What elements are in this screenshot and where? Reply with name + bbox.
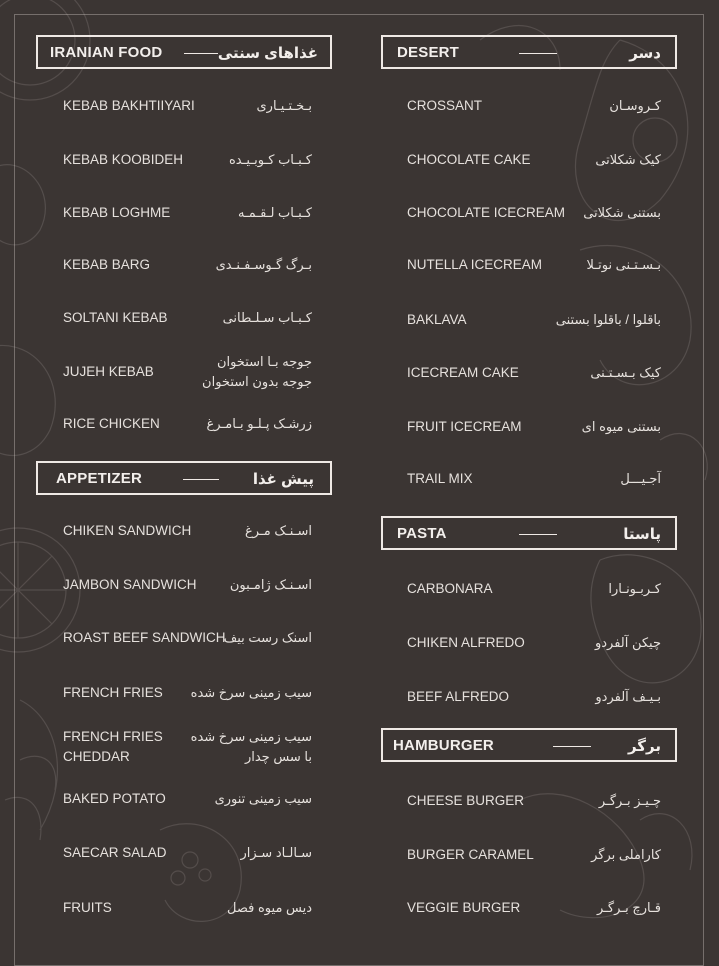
item-name-fa: کیک شکلاتی — [595, 152, 661, 167]
item-name-fa: اسـنـک مـرغ — [245, 523, 312, 538]
section-title-en: IRANIAN FOOD — [50, 44, 163, 61]
item-name-fa: بـسـتـنی نوتـلا — [586, 257, 661, 272]
header-dash — [184, 53, 218, 54]
item-name-en: VEGGIE BURGER — [407, 900, 521, 915]
item-name-en: RICE CHICKEN — [63, 416, 160, 431]
item-name-en: KEBAB BAKHTIIYARI — [63, 98, 195, 113]
item-name-fa: بـخـتـیـاری — [256, 98, 312, 113]
section-header-pasta — [381, 516, 677, 550]
item-name-fa: کیک بـسـتـنی — [590, 365, 661, 380]
item-name-fa: بستنی میوه ای — [581, 419, 661, 434]
section-header-iranian-food — [36, 35, 332, 69]
item-name-fa: کـبـاب کـوبـیـده — [228, 152, 312, 167]
item-name-en: CHOCOLATE CAKE — [407, 152, 531, 167]
item-name-fa: سیب زمینی تنوری — [214, 791, 312, 806]
item-name-en-line2: CHEDDAR — [63, 749, 130, 764]
item-name-fa: آجـیـــل — [620, 471, 661, 486]
item-name-en: FRUITS — [63, 900, 112, 915]
item-name-en: SAECAR SALAD — [63, 845, 167, 860]
item-name-en: KEBAB LOGHME — [63, 205, 171, 220]
item-name-en: ROAST BEEF SANDWICH — [63, 630, 226, 645]
item-name-en: CHEESE BURGER — [407, 793, 525, 808]
item-name-fa: کـبـاب لـقـمـه — [238, 205, 312, 220]
item-name-fa: دیس میوه فصل — [227, 900, 312, 915]
section-title-en: PASTA — [397, 525, 447, 542]
header-dash — [553, 746, 591, 747]
item-name-en: JAMBON SANDWICH — [63, 577, 197, 592]
item-name-fa: اسـنـک ژامـبون — [229, 577, 312, 592]
section-title-en: HAMBURGER — [393, 737, 494, 754]
item-name-fa: بـیـف آلفردو — [595, 689, 661, 704]
item-name-fa: بـرگ گـوسـفـنـدی — [215, 257, 312, 272]
section-title-en: APPETIZER — [56, 470, 142, 487]
item-name-fa: چیکن آلفردو — [594, 635, 661, 650]
item-name-en: JUJEH KEBAB — [63, 364, 154, 379]
item-name-en: SOLTANI KEBAB — [63, 310, 168, 325]
section-title-en: DESERT — [397, 44, 460, 61]
section-header-hamburger — [381, 728, 677, 762]
item-name-fa-line2: با سس چدار — [244, 749, 312, 764]
item-name-en: CHIKEN ALFREDO — [407, 635, 525, 650]
item-name-en: BAKLAVA — [407, 312, 467, 327]
section-title-fa: پاستا — [623, 526, 661, 543]
item-name-fa: کـربـونـارا — [608, 581, 661, 596]
item-name-fa-line2: جوجه بدون استخوان — [202, 374, 312, 389]
section-header-appetizer — [36, 461, 332, 495]
item-name-en: ICECREAM CAKE — [407, 365, 519, 380]
item-name-fa: بستنی شکلاتی — [583, 205, 661, 220]
header-dash — [519, 534, 557, 535]
item-name-fa: زرشـک پـلـو بـامـرغ — [206, 416, 312, 431]
header-dash — [183, 479, 219, 480]
item-name-fa: کـروسـان — [609, 98, 661, 113]
item-name-fa: اسنک رست بیف — [223, 630, 312, 645]
item-name-en: CROSSANT — [407, 98, 483, 113]
item-name-en: KEBAB KOOBIDEH — [63, 152, 184, 167]
section-title-fa: برگر — [627, 738, 661, 755]
section-title-fa: پیش غذا — [252, 471, 314, 488]
item-name-en: CHIKEN SANDWICH — [63, 523, 192, 538]
item-name-en: FRUIT ICECREAM — [407, 419, 522, 434]
item-name-fa: باقلوا / باقلوا بستنی — [555, 312, 661, 327]
item-name-fa: کاراملی برگر — [591, 847, 661, 862]
section-header-desert — [381, 35, 677, 69]
header-dash — [519, 53, 557, 54]
item-name-en: TRAIL MIX — [407, 471, 473, 486]
item-name-fa: سـالـاد سـزار — [240, 845, 312, 860]
item-name-fa: چـیـز بـرگـر — [598, 793, 661, 808]
item-name-fa: سیب زمینی سرخ شده — [190, 729, 312, 744]
item-name-fa: سیب زمینی سرخ شده — [190, 685, 312, 700]
item-name-fa: کـبـاب سـلـطانی — [222, 310, 312, 325]
item-name-en: KEBAB BARG — [63, 257, 151, 272]
item-name-fa: قـارچ بـرگـر — [596, 900, 661, 915]
item-name-fa: جوجه بـا استخوان — [216, 354, 312, 369]
section-title-fa: دسر — [629, 45, 661, 62]
item-name-en: BURGER CARAMEL — [407, 847, 534, 862]
item-name-en: CHOCOLATE ICECREAM — [407, 205, 566, 220]
section-title-fa: غذاهای سنتی — [217, 45, 318, 62]
item-name-en: BEEF ALFREDO — [407, 689, 510, 704]
item-name-en: NUTELLA ICECREAM — [407, 257, 543, 272]
item-name-en: FRENCH FRIES — [63, 685, 163, 700]
item-name-en: BAKED POTATO — [63, 791, 166, 806]
item-name-en: CARBONARA — [407, 581, 493, 596]
item-name-en: FRENCH FRIES — [63, 729, 163, 744]
